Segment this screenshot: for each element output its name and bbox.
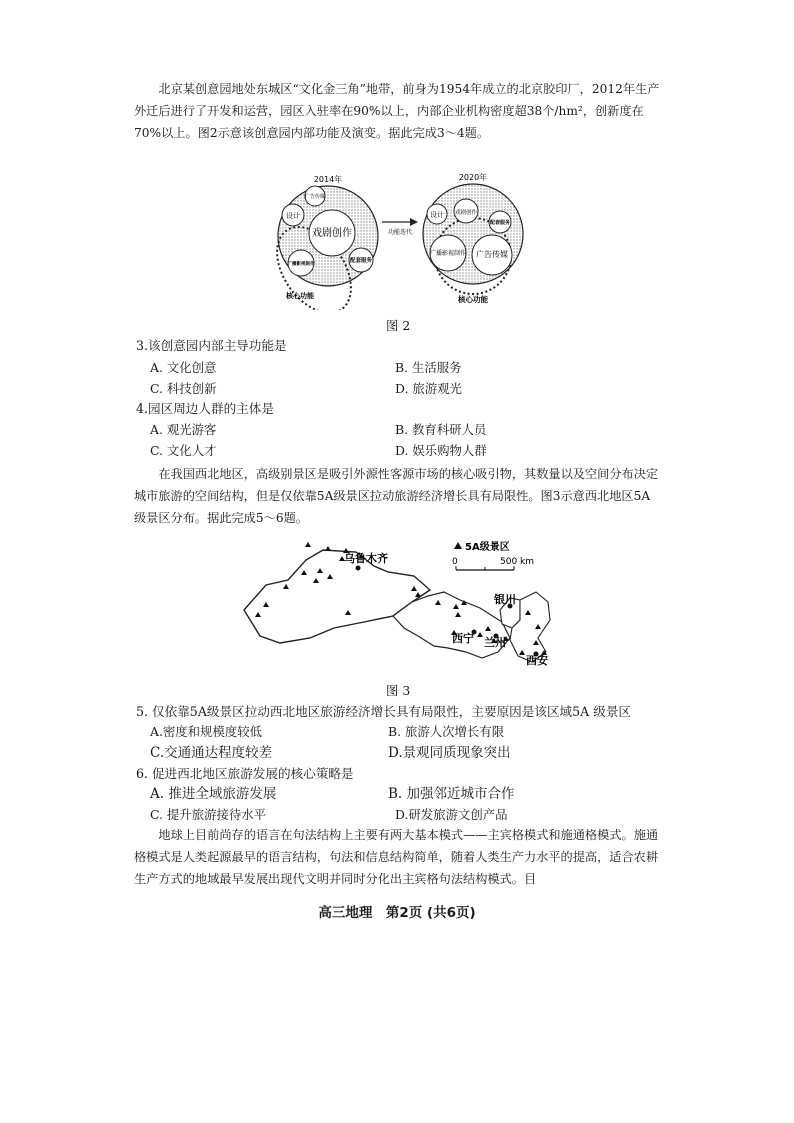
year-right: 2020年 bbox=[458, 173, 488, 182]
q5-option-a: A.密度和规模度较低 bbox=[150, 724, 263, 739]
core-label-left: 核心功能 bbox=[286, 292, 314, 300]
scale-zero: 0 bbox=[452, 557, 458, 567]
intro-paragraph-3: 地球上目前尚存的语言在句法结构上主要有两大基本模式——主宾格模式和施通格模式。施通格模式是人类起源最早的语言结构，句法和信息结构简单，随着人类生产力水平的提高，适合农耕生产方式的地域最早发展出现代文明并同时分化出主宾格句法结构模式。目 bbox=[134, 828, 659, 886]
legend-triangle-icon bbox=[454, 542, 462, 549]
core-label-right: 核心功能 bbox=[458, 295, 488, 304]
q3-option-b: B. 生活服务 bbox=[395, 360, 462, 375]
q4-stem: 4.园区周边人群的主体是 bbox=[136, 401, 274, 416]
xinjiang-region bbox=[244, 550, 430, 643]
q3-option-a: A. 文化创意 bbox=[150, 360, 217, 375]
page-footer: 高三地理 第2页 (共6页) bbox=[318, 905, 476, 921]
design-label-right: 设计 bbox=[430, 211, 444, 219]
q3-option-c: C. 科技创新 bbox=[150, 381, 217, 396]
lanzhou-label: 兰州 bbox=[484, 636, 506, 649]
figure-3-map bbox=[238, 540, 568, 675]
drama-label-right: 戏剧创作 bbox=[454, 210, 478, 216]
q3-option-d: D. 旅游观光 bbox=[395, 381, 462, 396]
xining-label: 西宁 bbox=[452, 632, 474, 645]
q5-option-d: D.景观同质现象突出 bbox=[388, 745, 511, 761]
q6-option-a: A. 推进全域旅游发展 bbox=[150, 786, 277, 802]
support-label-left: 配套服务 bbox=[349, 258, 373, 264]
figure-3-caption: 图 3 bbox=[386, 683, 411, 698]
broadcast-label-left: 广播影视制作 bbox=[287, 262, 315, 267]
q5-stem: 5. 仅依靠5A级景区拉动西北地区旅游经济增长具有局限性，主要原因是该区域5A 级景区 bbox=[136, 704, 632, 719]
q6-option-d: D.研发旅游文创产品 bbox=[395, 807, 508, 822]
ad-label-left: 广告传媒 bbox=[304, 194, 326, 200]
design-label-left: 设计 bbox=[286, 212, 300, 220]
intro-paragraph-2: 在我国西北地区，高级别景区是吸引外源性客源市场的核心吸引物，其数量以及空间分布决定城市旅游的空间结构，但是仅依靠5A级景区拉动旅游经济增长具有局限性。图3示意西北地区5A级景区分布。据此完成5～6题。 bbox=[134, 467, 659, 525]
q5-option-c: C.交通通达程度较差 bbox=[150, 745, 273, 761]
iteration-arrow bbox=[410, 218, 418, 226]
q5-option-b: B. 旅游人次增长有限 bbox=[388, 724, 505, 739]
q4-option-a: A. 观光游客 bbox=[150, 422, 217, 437]
year-left: 2014年 bbox=[313, 175, 343, 184]
q6-option-b: B. 加强邻近城市合作 bbox=[388, 786, 515, 802]
support-label-right: 配套服务 bbox=[489, 220, 511, 226]
q6-stem: 6. 促进西北地区旅游发展的核心策略是 bbox=[136, 766, 354, 781]
q4-option-c: C. 文化人才 bbox=[150, 443, 217, 458]
figure-2-diagram bbox=[270, 170, 530, 310]
q6-option-c: C. 提升旅游接待水平 bbox=[150, 807, 267, 822]
xian-label: 西安 bbox=[526, 654, 548, 667]
intro-paragraph-1: 北京某创意园地处东城区“文化金三角”地带，前身为1954年成立的北京胶印厂，2012年生产外迁后进行了开发和运营，园区入驻率在90%以上，内部企业机构密度超38个/hm²，创新度在70%以上。图2示意该创意园内部功能及演变。据此完成3～4题。 bbox=[134, 82, 660, 140]
arrow-label: 功能迭代 bbox=[387, 229, 413, 236]
scale-km: 500 km bbox=[500, 557, 535, 567]
q4-option-b: B. 教育科研人员 bbox=[395, 422, 487, 437]
figure-2-caption: 图 2 bbox=[386, 318, 411, 333]
broadcast-label-right: 广播影视制作 bbox=[429, 250, 467, 257]
legend-label: 5A级景区 bbox=[465, 542, 510, 553]
q4-option-d: D. 娱乐购物人群 bbox=[395, 443, 487, 458]
q3-stem: 3.该创意园内部主导功能是 bbox=[136, 338, 287, 353]
drama-label-left: 戏剧创作 bbox=[312, 228, 352, 239]
urumqi-point bbox=[356, 566, 361, 571]
ad-label-right: 广告传媒 bbox=[476, 250, 508, 259]
yinchuan-label: 银川 bbox=[494, 593, 516, 606]
urumqi-label: 乌鲁木齐 bbox=[344, 552, 388, 565]
